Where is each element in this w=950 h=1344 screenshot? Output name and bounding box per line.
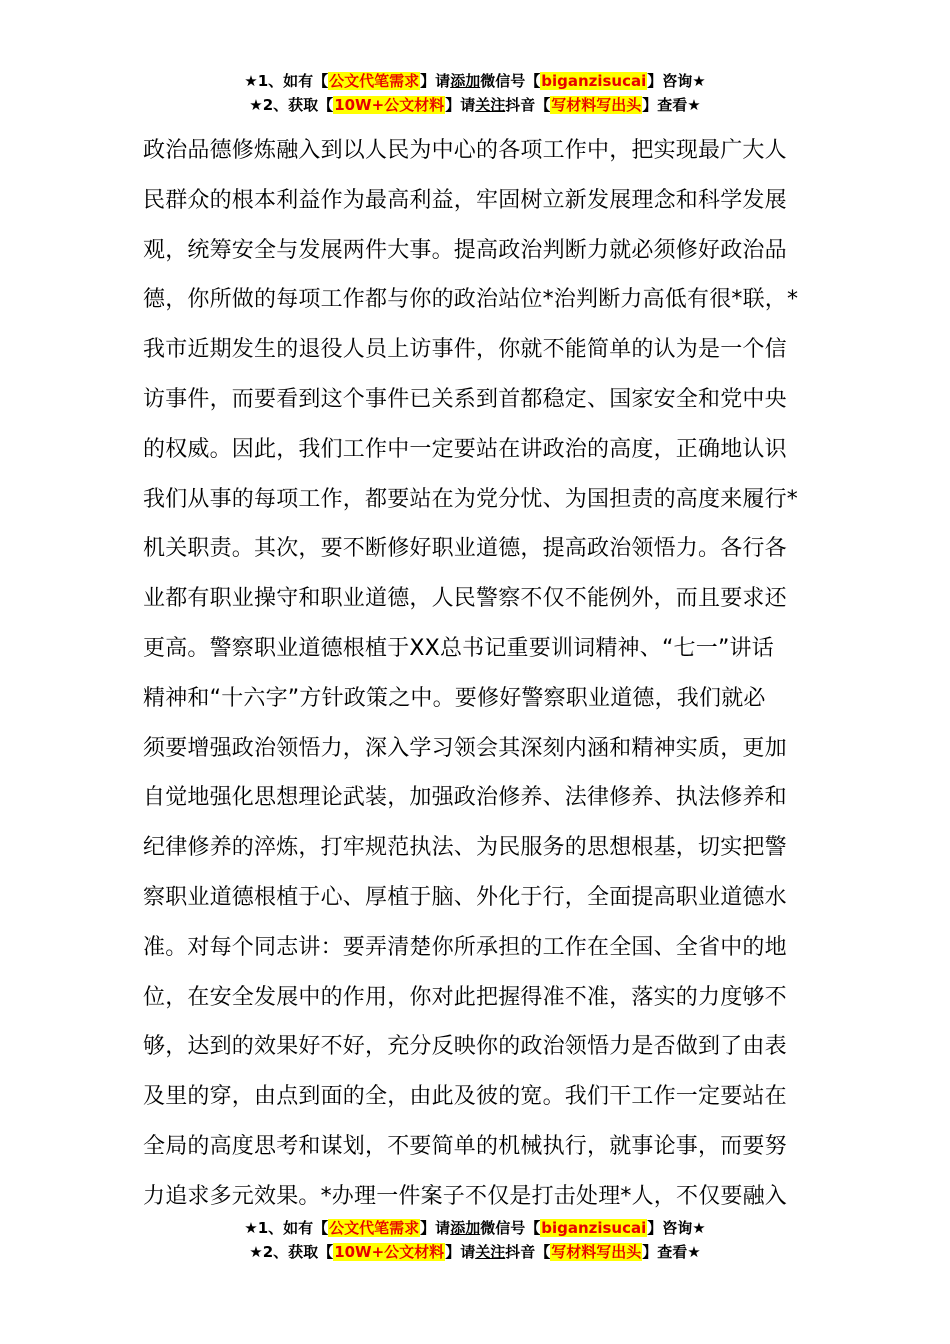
body-line: 须要增强政治领悟力，深入学习领会其深刻内涵和精神实质，更加 [143,735,787,761]
banner-text-underlined: 添加 [450,1219,481,1237]
banner-text-underlined: 关注 [475,96,506,114]
highlight-ghostwriting: 公文代笔需求 [329,1219,420,1237]
header-banner [0,69,950,117]
body-line: 民群众的根本利益作为最高利益，牢固树立新发展理念和科学发展 [143,187,787,213]
banner-text: 】请 [420,1219,451,1237]
body-line: 业都有职业操守和职业道德，人民警察不仅不能例外，而且要求还 [143,586,787,612]
banner-text: 】请 [445,1243,476,1261]
body-line: 政治品德修炼融入到以人民为中心的各项工作中，把实现最广大人 [143,138,787,163]
banner-text: ★1、如有【 [244,1219,329,1237]
banner-text: 】请 [420,72,451,90]
banner-text: 微信号【 [480,72,541,90]
body-line: 自觉地强化思想理论武装，加强政治修养、法律修养、执法修养和 [143,785,787,811]
banner-text-underlined: 添加 [450,72,481,90]
highlight-douyin-id: 写材料写出头 [551,96,642,114]
banner-text: 】查看★ [642,96,701,114]
document-body [143,126,813,1222]
banner-text: 】查看★ [642,1243,701,1261]
banner-text-underlined: 关注 [475,1243,506,1261]
body-line: 机关职责。其次，要不断修好职业道德，提高政治领悟力。各行各 [143,536,787,562]
highlight-wechat-id: biganzisucai [541,1219,647,1237]
body-line: 力追求多元效果。*办理一件案子不仅是打击处理*人，不仅要融入 [143,1183,788,1209]
banner-text: ★2、获取【 [249,96,334,114]
banner-line-2 [0,93,950,117]
banner-line-2 [0,1240,950,1264]
body-line: 准。对每个同志讲：要弄清楚你所承担的工作在全国、全省中的地 [143,934,787,960]
body-line: 全局的高度思考和谋划，不要简单的机械执行，就事论事，而要努 [143,1133,787,1159]
banner-text: 抖音【 [505,1243,551,1261]
banner-text: 】请 [445,96,476,114]
body-line: 够，达到的效果好不好，充分反映你的政治领悟力是否做到了由表 [143,1034,787,1060]
banner-line-1 [0,69,950,93]
banner-text: 】咨询★ [647,72,706,90]
banner-text: ★2、获取【 [249,1243,334,1261]
highlight-materials: 10W+公文材料 [334,96,445,114]
body-line: 观，统筹安全与发展两件大事。提高政治判断力就必须修好政治品 [143,237,787,263]
body-line: 的权威。因此，我们工作中一定要站在讲政治的高度，正确地认识 [143,436,787,462]
banner-text: 抖音【 [505,96,551,114]
body-line: 更高。警察职业道德根植于XX总书记重要训词精神、“七一”讲话 [143,635,774,661]
body-line: 我市近期发生的退役人员上访事件，你就不能简单的认为是一个信 [143,337,787,363]
body-line: 精神和“十六字”方针政策之中。要修好警察职业道德，我们就必 [143,685,766,711]
highlight-ghostwriting: 公文代笔需求 [329,72,420,90]
body-line: 访事件，而要看到这个事件已关系到首都稳定、国家安全和党中央 [143,386,787,412]
body-line: 位，在安全发展中的作用，你对此把握得准不准，落实的力度够不 [143,984,787,1010]
body-line: 察职业道德根植于心、厚植于脑、外化于行，全面提高职业道德水 [143,884,787,910]
body-line: 及里的穿，由点到面的全，由此及彼的宽。我们干工作一定要站在 [143,1084,787,1110]
footer-banner [0,1216,950,1264]
highlight-wechat-id: biganzisucai [541,72,647,90]
banner-text: 】咨询★ [647,1219,706,1237]
banner-line-1 [0,1216,950,1240]
body-line: 纪律修养的淬炼，打牢规范执法、为民服务的思想根基，切实把警 [143,835,787,861]
body-line: 我们从事的每项工作，都要站在为党分忧、为国担责的高度来履行* [143,486,799,512]
banner-text: 微信号【 [480,1219,541,1237]
highlight-materials: 10W+公文材料 [334,1243,445,1261]
banner-text: ★1、如有【 [244,72,329,90]
body-line: 德，你所做的每项工作都与你的政治站位*治判断力高低有很*联，* [143,287,799,313]
highlight-douyin-id: 写材料写出头 [551,1243,642,1261]
